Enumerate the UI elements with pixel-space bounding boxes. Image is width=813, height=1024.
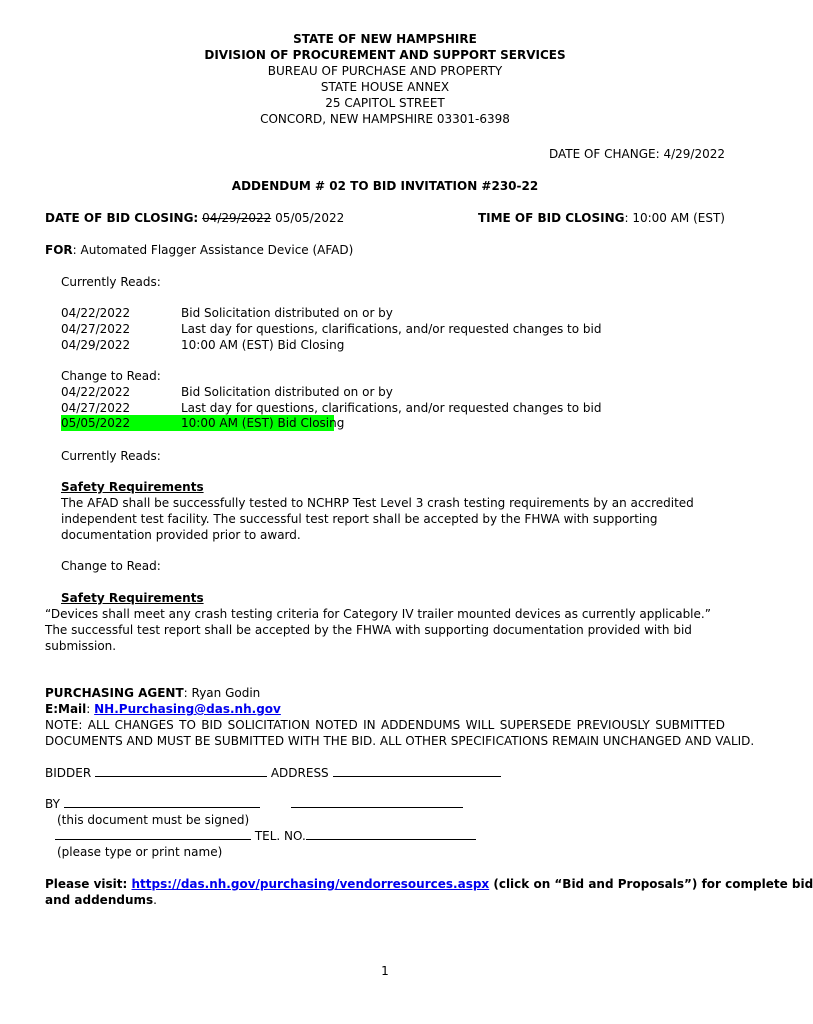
note-line: NOTE: ALL CHANGES TO BID SOLICITATION NOTED IN ADDENDUMS WILL SUPERSEDE PREVIOUSLY SUBMITTED xyxy=(45,718,725,732)
change-to-read-1: Change to Read: xyxy=(61,369,161,383)
for-label: FOR xyxy=(45,243,73,257)
visit-prefix: Please visit: xyxy=(45,877,132,891)
tel-field[interactable] xyxy=(306,828,476,840)
email-separator: : xyxy=(86,702,95,716)
for-line xyxy=(45,242,353,258)
new-schedule-row-text: Last day for questions, clarifications, and/or requested changes to bid xyxy=(181,401,602,415)
addendum-title: ADDENDUM # 02 TO BID INVITATION #230-22 xyxy=(231,179,539,193)
new-safety-paragraph-line: The successful test report shall be accepted by the FHWA with supporting documentation provided with bid xyxy=(45,623,692,637)
change-to-read-2: Change to Read: xyxy=(61,559,161,573)
visit-suffix: (click on “Bid and Proposals”) for complete bid xyxy=(489,877,813,891)
schedule-row-text: Bid Solicitation distributed on or by xyxy=(181,306,393,320)
page-number: 1 xyxy=(381,964,389,978)
bidder-field[interactable] xyxy=(95,765,267,777)
printed-name-field[interactable] xyxy=(55,828,251,840)
new-safety-paragraph-line: submission. xyxy=(45,639,117,653)
schedule-row-date: 04/22/2022 xyxy=(61,306,131,320)
safety-paragraph-line: documentation provided prior to award. xyxy=(61,528,301,542)
agent-email-line xyxy=(45,701,281,717)
new-closing-text: 10:00 AM (EST) Bid Closing xyxy=(181,416,345,430)
visit-line xyxy=(45,876,813,892)
header-bureau: BUREAU OF PURCHASE AND PROPERTY xyxy=(267,64,503,78)
agent-name: : Ryan Godin xyxy=(183,686,261,700)
schedule-row-text: Last day for questions, clarifications, and/or requested changes to bid xyxy=(181,322,602,336)
header-street: 25 CAPITOL STREET xyxy=(325,96,445,110)
safety-paragraph-line: independent test facility. The successful test report shall be accepted by the FHWA with supporting xyxy=(61,512,658,526)
print-note: (please type or print name) xyxy=(57,845,223,859)
bid-closing-time-label: TIME OF BID CLOSING xyxy=(477,211,625,225)
bid-closing-time xyxy=(478,210,725,226)
visit-period: . xyxy=(153,893,157,907)
header-annex: STATE HOUSE ANNEX xyxy=(320,80,450,94)
new-safety-paragraph-line: “Devices shall meet any crash testing criteria for Category IV trailer mounted devices as currently applicable.” xyxy=(45,607,711,621)
currently-reads-2: Currently Reads: xyxy=(61,449,161,463)
bid-closing-time-value: : 10:00 AM (EST) xyxy=(624,211,725,225)
bid-closing-label: DATE OF BID CLOSING: xyxy=(45,211,199,225)
bid-closing-date xyxy=(45,210,344,226)
schedule-row-date: 04/29/2022 xyxy=(61,338,131,352)
header-division: DIVISION OF PROCUREMENT AND SUPPORT SERVICES xyxy=(204,48,566,62)
bidder-line xyxy=(45,765,501,781)
new-schedule-row-date: 04/27/2022 xyxy=(61,401,131,415)
address-field-2[interactable] xyxy=(291,796,463,808)
safety-paragraph-line: The AFAD shall be successfully tested to NCHRP Test Level 3 crash testing requirements by an accredited xyxy=(61,496,694,510)
vendor-resources-link[interactable]: https://das.nh.gov/purchasing/vendorresources.aspx xyxy=(131,877,490,891)
date-of-change: DATE OF CHANGE: 4/29/2022 xyxy=(548,147,725,161)
note-line: DOCUMENTS AND MUST BE SUBMITTED WITH THE BID. ALL OTHER SPECIFICATIONS REMAIN UNCHANGED AND VALID. xyxy=(45,734,755,748)
address-field[interactable] xyxy=(333,765,501,777)
bidder-label: BIDDER xyxy=(45,766,92,780)
new-schedule-row-date: 04/22/2022 xyxy=(61,385,131,399)
email-label: E:Mail xyxy=(45,702,87,716)
visit-line-2 xyxy=(45,892,157,908)
signature-field[interactable] xyxy=(64,796,260,808)
currently-reads-1: Currently Reads: xyxy=(61,275,161,289)
schedule-row-text: 10:00 AM (EST) Bid Closing xyxy=(181,338,345,352)
safety-heading: Safety Requirements xyxy=(61,480,204,494)
header-state: STATE OF NEW HAMPSHIRE xyxy=(293,32,477,46)
by-line xyxy=(45,796,463,812)
new-closing-date: 05/05/2022 xyxy=(61,416,131,430)
schedule-row-date: 04/27/2022 xyxy=(61,322,131,336)
by-label: BY xyxy=(45,797,60,811)
tel-line xyxy=(55,828,476,844)
signed-note: (this document must be signed) xyxy=(57,813,250,827)
address-label: ADDRESS xyxy=(270,766,329,780)
agent-label: PURCHASING AGENT xyxy=(45,686,184,700)
bid-closing-old-date: 04/29/2022 xyxy=(202,211,272,225)
purchasing-agent xyxy=(45,685,260,701)
visit-suffix-2: and addendums xyxy=(45,893,154,907)
tel-label: TEL. NO. xyxy=(254,829,306,843)
new-schedule-row-text: Bid Solicitation distributed on or by xyxy=(181,385,393,399)
header-city: CONCORD, NEW HAMPSHIRE 03301-6398 xyxy=(260,112,510,126)
bid-closing-new-date: 05/05/2022 xyxy=(275,211,345,225)
new-safety-heading: Safety Requirements xyxy=(61,591,204,605)
agent-email-link[interactable]: NH.Purchasing@das.nh.gov xyxy=(94,702,281,716)
for-value: : Automated Flagger Assistance Device (AFAD) xyxy=(72,243,354,257)
